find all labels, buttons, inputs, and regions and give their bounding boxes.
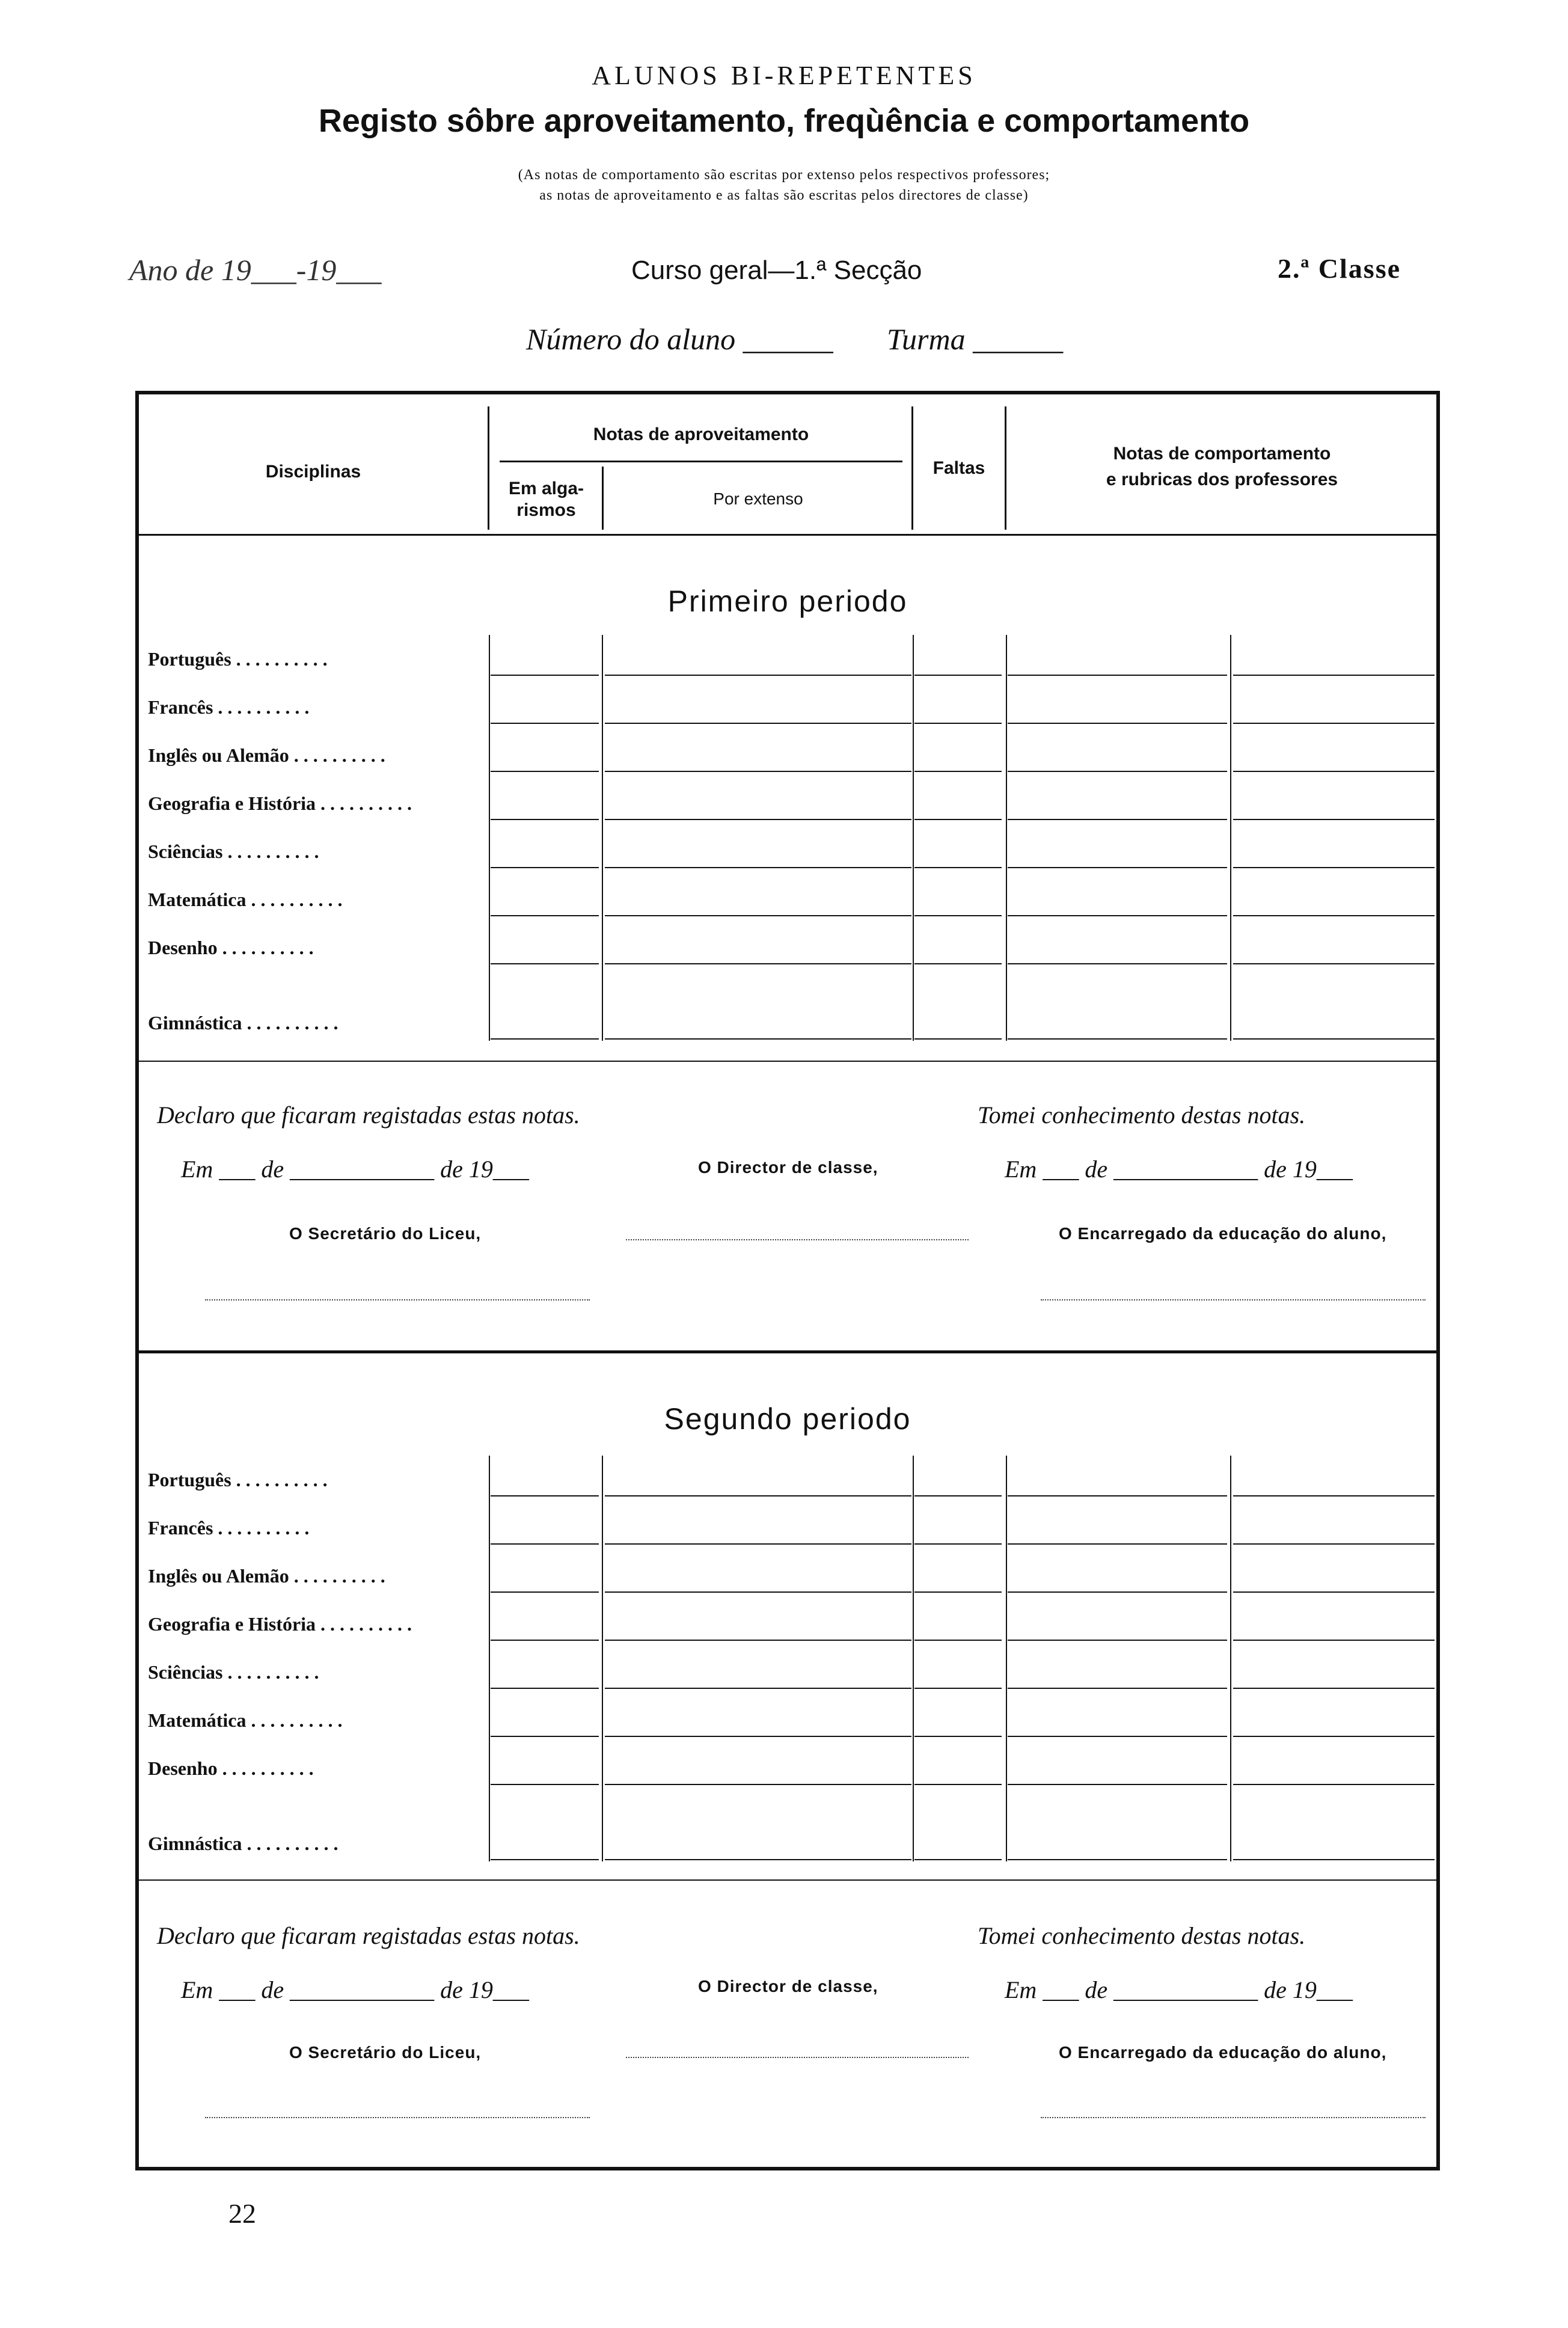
grade-entry-line[interactable] (491, 1640, 599, 1641)
period-2-encarregado-label: O Encarregado da educação do aluno, (1059, 2043, 1387, 2062)
grade-entry-line[interactable] (605, 771, 911, 772)
column-divider (913, 1456, 914, 1861)
grade-entry-line[interactable] (1008, 723, 1227, 724)
student-number-field[interactable]: Número do aluno ______ (526, 322, 833, 356)
grade-entry-line[interactable] (1233, 1038, 1435, 1040)
grade-entry-line[interactable] (1233, 1859, 1435, 1860)
subject-label: Inglês ou Alemão . . . . . . . . . . (148, 744, 385, 766)
grade-entry-line[interactable] (1008, 963, 1227, 964)
grade-entry-line[interactable] (1233, 1495, 1435, 1496)
grade-record-form (135, 391, 1440, 2170)
grade-entry-line[interactable] (605, 1038, 911, 1040)
grade-entry-line[interactable] (605, 723, 911, 724)
grade-entry-line[interactable] (491, 1784, 599, 1785)
grade-entry-line[interactable] (1233, 1591, 1435, 1593)
grade-entry-line[interactable] (605, 1859, 911, 1860)
period-1-director-label: O Director de classe, (698, 1158, 878, 1177)
grade-entry-line[interactable] (914, 819, 1002, 820)
grade-entry-line[interactable] (1008, 819, 1227, 820)
col-aproveitamento-header: Notas de aproveitamento (593, 424, 809, 444)
grade-entry-line[interactable] (605, 1495, 911, 1496)
grade-entry-line[interactable] (605, 675, 911, 676)
grade-entry-line[interactable] (914, 1640, 1002, 1641)
grade-entry-line[interactable] (914, 675, 1002, 676)
grade-entry-line[interactable] (1008, 1591, 1227, 1593)
grade-entry-line[interactable] (1008, 1784, 1227, 1785)
period-2-declaration: Declaro que ficaram registadas estas notas. (157, 1922, 580, 1949)
period-2-title: Segundo periodo (664, 1402, 911, 1436)
page-title: Registo sôbre aproveitamento, freqùência e comportamento (318, 103, 1250, 139)
grade-entry-line[interactable] (1008, 1859, 1227, 1860)
subject-label: Sciências . . . . . . . . . . (148, 841, 319, 862)
grade-entry-line[interactable] (914, 867, 1002, 868)
column-divider (1230, 1456, 1231, 1861)
column-divider (602, 1456, 603, 1861)
turma-field[interactable]: Turma ______ (887, 322, 1064, 356)
subject-label: Português . . . . . . . . . . (148, 1469, 328, 1490)
period-2-director-signature-line[interactable] (626, 2057, 969, 2058)
grade-entry-line[interactable] (914, 1495, 1002, 1496)
grade-entry-line[interactable] (1233, 963, 1435, 964)
column-divider (489, 1456, 490, 1861)
grade-entry-line[interactable] (605, 1543, 911, 1545)
column-divider (1006, 1456, 1007, 1861)
period-1-declaration: Declaro que ficaram registadas estas notas. (157, 1101, 580, 1129)
grade-entry-line[interactable] (605, 1640, 911, 1641)
grade-entry-line[interactable] (605, 915, 911, 916)
period-1-director-signature-line[interactable] (626, 1239, 969, 1240)
col-algarismos-header-1: Em alga- (508, 479, 584, 498)
period-2-secretario-signature-line[interactable] (205, 2117, 590, 2118)
period-1-secretario-label: O Secretário do Liceu, (289, 1224, 482, 1243)
column-divider (1230, 635, 1231, 1041)
grade-entry-line[interactable] (1233, 867, 1435, 868)
subject-label: Desenho . . . . . . . . . . (148, 937, 314, 958)
grade-entry-line[interactable] (1008, 1038, 1227, 1040)
period-1-date-left[interactable]: Em ___ de ____________ de 19___ (181, 1156, 529, 1183)
grade-entry-line[interactable] (605, 819, 911, 820)
grade-entry-line[interactable] (491, 771, 599, 772)
col-disciplinas-header: Disciplinas (265, 462, 361, 482)
grade-entry-line[interactable] (914, 1038, 1002, 1040)
col-comportamento-header-2: e rubricas dos professores (1106, 470, 1338, 489)
header-note-line-1: (As notas de comportamento são escritas por extenso pelos respectivos professores; (518, 167, 1050, 183)
subject-label: Português . . . . . . . . . . (148, 648, 328, 670)
grade-entry-line[interactable] (1233, 1688, 1435, 1689)
grade-entry-line[interactable] (914, 1688, 1002, 1689)
grade-entry-line[interactable] (605, 963, 911, 964)
grade-entry-line[interactable] (914, 1543, 1002, 1545)
period-2-encarregado-signature-line[interactable] (1041, 2117, 1426, 2118)
grade-entry-line[interactable] (1233, 1640, 1435, 1641)
grade-entry-line[interactable] (605, 1688, 911, 1689)
subject-label: Inglês ou Alemão . . . . . . . . . . (148, 1565, 385, 1587)
grade-entry-line[interactable] (491, 1543, 599, 1545)
grade-entry-line[interactable] (1008, 1688, 1227, 1689)
grade-entry-line[interactable] (914, 1784, 1002, 1785)
grade-entry-line[interactable] (914, 1591, 1002, 1593)
column-divider (913, 635, 914, 1041)
grade-entry-line[interactable] (1233, 1736, 1435, 1737)
col-faltas-header: Faltas (933, 458, 985, 478)
grade-entry-line[interactable] (1233, 915, 1435, 916)
subject-label: Matemática . . . . . . . . . . (148, 1709, 343, 1731)
grade-entry-line[interactable] (1008, 675, 1227, 676)
period-1-encarregado-signature-line[interactable] (1041, 1299, 1426, 1300)
period-1-title: Primeiro periodo (667, 584, 908, 618)
grade-entry-line[interactable] (491, 1495, 599, 1496)
period-2-secretario-label: O Secretário do Liceu, (289, 2043, 482, 2062)
period-2-date-left[interactable]: Em ___ de ____________ de 19___ (181, 1976, 529, 2003)
grade-entry-line[interactable] (491, 1736, 599, 1737)
col-extenso-header: Por extenso (713, 489, 803, 508)
column-divider (1006, 635, 1007, 1041)
grade-entry-line[interactable] (491, 915, 599, 916)
grade-entry-line[interactable] (914, 1736, 1002, 1737)
column-divider (489, 635, 490, 1041)
course-label: Curso geral—1.ª Secção (631, 256, 922, 285)
period-2-acknowledgement: Tomei conhecimento destas notas. (978, 1922, 1306, 1949)
grade-entry-line[interactable] (491, 723, 599, 724)
subject-label: Francês . . . . . . . . . . (148, 1517, 310, 1539)
period-1-secretario-signature-line[interactable] (205, 1299, 590, 1300)
header-note-line-2: as notas de aproveitamento e as faltas são escritas pelos directores de classe) (539, 188, 1029, 203)
period-2-director-label: O Director de classe, (698, 1977, 878, 1996)
grade-entry-line[interactable] (1008, 915, 1227, 916)
grade-entry-line[interactable] (491, 675, 599, 676)
grade-entry-line[interactable] (605, 1736, 911, 1737)
column-divider (602, 635, 603, 1041)
grade-entry-line[interactable] (1008, 1543, 1227, 1545)
grade-entry-line[interactable] (491, 819, 599, 820)
grade-entry-line[interactable] (1233, 1784, 1435, 1785)
grade-entry-line[interactable] (1233, 819, 1435, 820)
period-1-date-right[interactable]: Em ___ de ____________ de 19___ (1005, 1156, 1353, 1183)
grade-entry-line[interactable] (491, 1859, 599, 1860)
grade-entry-line[interactable] (914, 963, 1002, 964)
grade-entry-line[interactable] (605, 1591, 911, 1593)
col-algarismos-header-2: rismos (516, 500, 576, 520)
subject-label: Geografia e História . . . . . . . . . . (148, 792, 412, 814)
subject-label: Geografia e História . . . . . . . . . . (148, 1613, 412, 1635)
period-1-encarregado-label: O Encarregado da educação do aluno, (1059, 1224, 1387, 1243)
grade-entry-line[interactable] (914, 915, 1002, 916)
col-comportamento-header-1: Notas de comportamento (1113, 444, 1331, 464)
subject-label: Matemática . . . . . . . . . . (148, 889, 343, 910)
grade-entry-line[interactable] (914, 1859, 1002, 1860)
grade-entry-line[interactable] (1008, 867, 1227, 868)
grade-entry-line[interactable] (491, 1591, 599, 1593)
grade-entry-line[interactable] (491, 1038, 599, 1040)
grade-entry-line[interactable] (1233, 723, 1435, 724)
page-kicker: ALUNOS BI-REPETENTES (592, 61, 976, 90)
subject-label: Gimnástica . . . . . . . . . . (148, 1012, 338, 1034)
subject-label: Desenho . . . . . . . . . . (148, 1757, 314, 1779)
grade-entry-line[interactable] (1233, 771, 1435, 772)
grade-entry-line[interactable] (605, 1784, 911, 1785)
grade-entry-line[interactable] (914, 771, 1002, 772)
grade-entry-line[interactable] (1008, 771, 1227, 772)
grade-entry-line[interactable] (491, 963, 599, 964)
grade-entry-line[interactable] (605, 867, 911, 868)
period-1-acknowledgement: Tomei conhecimento destas notas. (978, 1101, 1306, 1129)
grade-entry-line[interactable] (491, 867, 599, 868)
grade-entry-line[interactable] (1008, 1736, 1227, 1737)
grade-entry-line[interactable] (491, 1688, 599, 1689)
page-number: 22 (228, 2198, 256, 2229)
grade-entry-line[interactable] (1008, 1495, 1227, 1496)
grade-entry-line[interactable] (1008, 1640, 1227, 1641)
grade-entry-line[interactable] (914, 723, 1002, 724)
period-2-date-right[interactable]: Em ___ de ____________ de 19___ (1005, 1976, 1353, 2003)
grade-entry-line[interactable] (1233, 1543, 1435, 1545)
subject-label: Francês . . . . . . . . . . (148, 696, 310, 718)
year-field[interactable]: Ano de 19___-19___ (129, 253, 382, 287)
classe-label: 2.ª Classe (1278, 253, 1401, 284)
grade-entry-line[interactable] (1233, 675, 1435, 676)
subject-label: Sciências . . . . . . . . . . (148, 1661, 319, 1683)
subject-label: Gimnástica . . . . . . . . . . (148, 1833, 338, 1854)
